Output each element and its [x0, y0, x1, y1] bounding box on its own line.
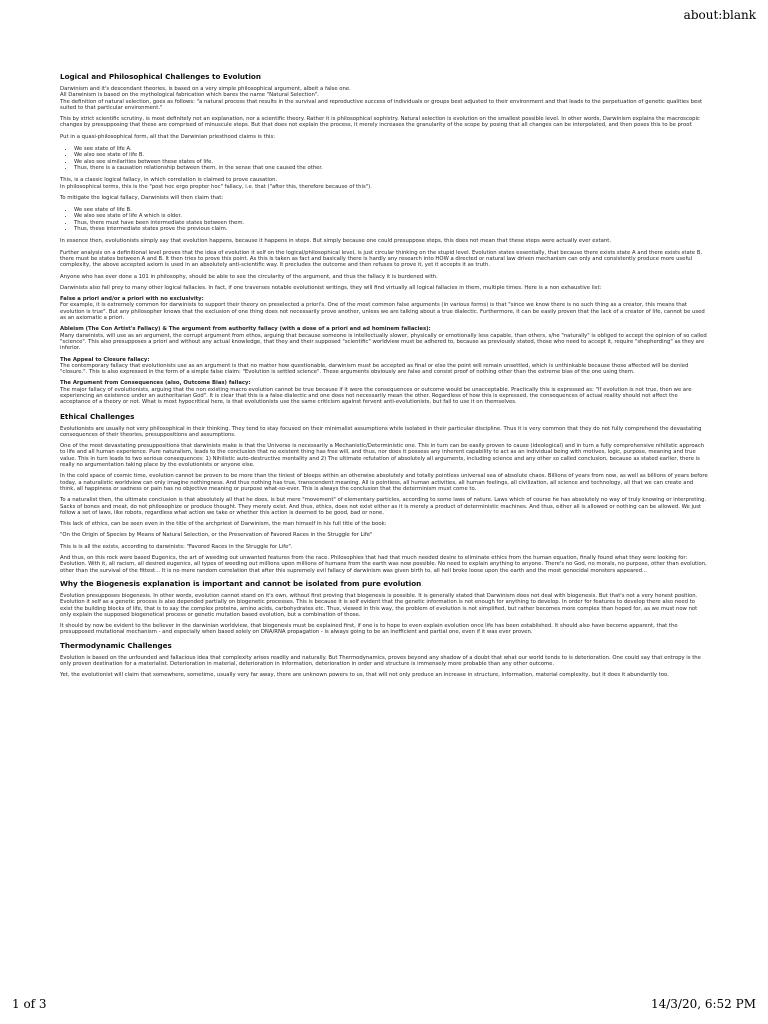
fallacy-title: The Argument from Consequences (also, Outcome Bias) fallacy:: [60, 380, 251, 387]
paragraph: This is is all the exists, according to darwinists: "Favored Races in the Struggle for Life".: [60, 543, 293, 550]
fallacy-text: For example, it is extremely common for darwinists to support their theory on preselected a priori's. One of the most common false arguments (in various forms) is that "since we know there is no such thing as a creator, this means that evolution is true". But any philosopher knows that the exclusion of one thing does not necessarily prove another, unless we are talking about a true dialectic. Furthermore, it can be easily proven that the lack of a creator of life, cannot be used as an axiomatic a priori.: [60, 302, 705, 322]
paragraph: This by strict scientific scrutiny, is most definitely not an explanation, nor a scientific theory. Rather it is philosophical sophistry. Natural selection is evolution on the smallest possible level. In other words, Darwinism explains the macroscopic changes by presupposing that these are comprised of minuscule steps. But that does not explain the process, it merely increases the granularity of the scope by posing that all changes can be interpolated, and then poses this to be proof.: [60, 116, 700, 129]
paragraph: In philosophical terms, this is the "post hoc ergo propter hoc" fallacy, i.e. that ("after this, therefore because of this").: [60, 183, 372, 190]
fallacy-title: False a priori and/or a priori with no exclusivity:: [60, 296, 204, 303]
paragraph: All Darwinism is based on the mythological fabrication which bares the name "Natural Selection".: [60, 92, 319, 99]
paragraph: Anyone who has ever done a 101 in philosophy, should be able to see the circularity of the argument, and thus the fallacy it is burdened with.: [60, 273, 438, 280]
paragraph: Put in a quasi-philosophical form, all that the Darwinian priesthood claims is this:: [60, 133, 276, 140]
section-heading-thermodynamic: Thermodynamic Challenges: [60, 640, 172, 650]
list-item: • Thus, these intermediate states prove the previous claim.: [74, 226, 708, 232]
print-datetime: 14/3/20, 6:52 PM: [650, 997, 756, 1011]
book-title-quote: "On the Origin of Species by Means of Natural Selection, or the Preservation of Favored Races in the Struggle for Life": [60, 532, 373, 539]
section-heading-biogenesis: Why the Biogenesis explanation is important and cannot be isolated from pure evolution: [60, 578, 422, 588]
claim-list-2: [60, 207, 708, 232]
paragraph: One of the most devastating presuppositions that darwinists make is that the Universe is necessarily a Mechanistic/Deterministic one. This in turn can be easily proven to cause (ideological) and in turn a fully comprehensive nihilistic approach to life and all human experience. Pure naturalism, leads to the conclusion that no existent thing has free will, and thus, nor does it possess any inherent capability to act as an individual being with motives, logic, purpose, meaning and true value. This in turn leads to two serious consequences: 1) Nihilistic auto-destructive mentality and 2) The ultimate refutation of absolutely all arguments, including science and any other so called conclusion, because as stated earlier, there is really no argumentation taking place by the evolutionists or anyone else.: [60, 443, 705, 469]
paragraph: This lack of ethics, can be seen even in the title of the archpriest of Darwinism, the man himself in his full title of the book:: [60, 521, 387, 528]
paragraph: In essence then, evolutionists simply say that evolution happens, because it happens in steps. But simply because one could presuppose steps, this does not mean that these steps were actually ever extant.: [60, 238, 612, 245]
fallacy-item: [60, 380, 708, 405]
list-item: • We see state of life A.: [74, 146, 708, 152]
section-heading-ethical: Ethical Challenges: [60, 411, 135, 421]
fallacy-text: The major fallacy of evolutionists, arguing that the non existing macro evolution cannot be true because if it were the consequences or outcome would be unacceptable. Practically this is expressed as: "If evolution is not true, then we are experiencing an existence under an authoritarian God". It is clear that this is a false dialectic and one does not necessarily mean the other. Regardless of how this is expressed, the consequences of actual reality should not affect the acceptance of a theory or not. What is most hypocritical here, is that evolutionists use the same criticism against fervent anti-evolutionists, but fail to use it on themselves.: [60, 386, 692, 406]
fallacy-text: The contemporary fallacy that evolutionists use as an argument is that no matter how questionable, darwinism must be accepted as final or else the point will remain unsettled, which is unthinkable because those affected will be denied "closure.". This is also expressed in the form of a simple false claim: "Evolution is settled science". These arguments obviously are false and consist proof of nothing other than the extreme bias of the one using them.: [60, 362, 689, 376]
fallacy-text: Many darwinists, will use as an argument, the corrupt argument from ethos, arguing that because someone is intellectually slower, physically or emotionally less capable, than others, s/he "naturally" is obliged to accept the opinion of so called "science". This also presupposes a priori and without any actual knowledge, that they and their supposed "scientific" worldview must be adhered to, because as previously stated, those who need to accept it, require "shepherding" as they are inferior.: [60, 332, 707, 352]
fallacy-title: The Appeal to Closure fallacy:: [60, 356, 150, 363]
fallacy-note: [60, 177, 708, 190]
paragraph: It should by now be evident to the believer in the darwinian worldview, that biogenesis must be explained first, if one is to hope to even explain evolution once life has been established. It should also have become apparent, that the presupposed mutational mechanism - and especially when based solely on DNA/RNA propagation - is always going to be an inefficient and partial one, even if it was ever proven.: [60, 623, 678, 636]
list-item: • We also see similarities between these states of life.: [74, 159, 708, 165]
list-item: • We also see state of life B.: [74, 152, 708, 158]
article-title: Logical and Philosophical Challenges to Evolution: [60, 72, 261, 81]
paragraph: Darwinists also fall prey to many other logical fallacies. In fact, if one traverses notable evolutionist writings, they will find virtually all logical fallacies in them, multiple times. Here is a non exhaustive list:: [60, 284, 602, 291]
paragraph: Yet, the evolutionist will claim that somewhere, sometime, usually very far away, there are unknown powers to us, that will not only produce an increase in structure, information, material complexity, but it does it abundantly too.: [60, 672, 669, 679]
fallacy-item: [60, 326, 708, 351]
paragraph: Darwinism and it's descendant theories, is based on a very simple philosophical argument, albeit a false one.: [60, 86, 351, 92]
paragraph: This, is a classic logical fallacy, in which correlation is claimed to prove causation.: [60, 177, 278, 184]
fallacy-item: [60, 296, 708, 321]
paragraph: To mitigate the logical fallacy, Darwinists will then claim that:: [60, 194, 224, 201]
fallacy-item: [60, 357, 708, 376]
paragraph: Further analysis on a definitional level proves that the idea of evolution it self on the logical/philosophical level, is just circular thinking on the stupid level. Evolution states essentially, that because there exists state A and there exists state B, there must be states between A and B. It then tries to prove this point. As this is taken as fact and basically there is hardly any research into HOW a directed or natural law driven mechanism can only and consistently produce more useful complexity, the above accepted axiom is used in an absolutely anti-scientific way. It precludes the outcome and then refuses to prove it, yet it accepts it as truth.: [60, 249, 703, 269]
paragraph: The definition of natural selection, goes as follows: "a natural process that results in the survival and reproductive success of individuals or groups best adjusted to their environment and that leads to the perpetuation of genetic qualities best suited to that particular environment.": [60, 98, 703, 111]
print-header-title: about:blank: [683, 8, 756, 22]
paragraph: Evolution presupposes biogenesis. In other words, evolution cannot stand on it's own, without first proving that biogenesis is possible. It is generally stated that Darwinism does not deal with biogenesis. But that's not a very honest position. Evolution it self as a genetic process is also depended partially on biogenetic processes. This is because it is self evident that the genetic information is not enough for anything to develop. In order for features to develop there also need to exist the building blocks of life, that is to say the complex proteins, amino acids, carbohydrates etc. Thus, viewed in this way, the problem of evolution is not simplified, but rather becomes more complex than hoped for, as we must now not only explain the supposed biogenetical process or genetic mutation based evolution, but a combination of those.: [60, 592, 698, 618]
intro-block: [60, 86, 708, 111]
list-item: • Thus, there must have been intermediate states between them.: [74, 220, 708, 226]
fallacy-title: Ableism (The Con Artist's Fallacy) & The argument from authority fallacy (with a dose of a priori and ad hominem fallacies):: [60, 326, 431, 333]
list-item: • We see state of life B.: [74, 207, 708, 213]
paragraph: To a naturalist then, the ultimate conclusion is that absolutely all that he does, is but mere "movement" of elementary particles, according to some laws of nature. Laws which of course he has absolutely no way of truly knowing or interpreting. Sacks of bones and meat, do not philosophize or produce thought. They merely exist. And thus, ethics, does not exist either as it is merely a product of deterministic machines. And thus, either all is allowed or nothing can be allowed. We just follow a set of laws, like robots, regardless what action we take or whether this action is deemed to be good, bad or none.: [60, 497, 707, 516]
claim-list-1: [60, 146, 708, 171]
paragraph: Evolution is based on the unfounded and fallacious idea that complexity arises readily and naturally. But Thermodynamics, proves beyond any shadow of a doubt that what our world tends to is deterioration. One could say that entropy is the only proven destination for a materialist. Deterioration in material, deterioration in information, deterioration in order and structure is immensely more probable than any other outcome.: [60, 654, 701, 667]
page-number: 1 of 3: [12, 997, 47, 1011]
paragraph: In the cold space of cosmic time, evolution cannot be proven to be more than the tiniest of bleeps within an otherwise absolutely and totally pointless universal sea of absolute chaos. Billions of years from now, as well as billions of years before today, a naturalistic worldview can only imagine nothingness. And thus nothing has true, transcendent meaning. All is pointless, all human activities, all human feelings, all civilization, all science and technology, all that we can create and think, all happiness or sadness or pain has no objective meaning or purpose what-so-ever. This is always the conclusion that the determinism must come to.: [60, 473, 708, 492]
list-item: • Thus, there is a causation relationship between them, in the sense that one caused the other.: [74, 165, 708, 171]
paragraph: And thus, on this rock were based Eugenics, the art of weeding out unwanted features from the race. Philosophies that had that much needed desire to eliminate ethics from the human equation, finally found what they were looking for: Evolution. With it, all racism, all desired eugenics, all types of weeding out millions upon millions of humans from the earth was now possible. No need to explain anything to anyone. There's no God, no morals, no purpose, other than evolution, other than the survival of the fittest... It is no mere random correlation that after this supremely evil fallacy of darwinism was given birth to, all hell broke loose upon the earth and the most genocidal monsters appeared...: [60, 555, 707, 574]
article: [60, 72, 708, 684]
paragraph: Evolutionists are usually not very philosophical in their thinking. They tend to stay focused on their minimalist assumptions while isolated in their particular discipline. Thus it is very common that they do not fully comprehend the devastating consequences of their theories, presuppositions and assumptions.: [60, 425, 702, 438]
list-item: • We also see state of life A which is older.: [74, 213, 708, 219]
